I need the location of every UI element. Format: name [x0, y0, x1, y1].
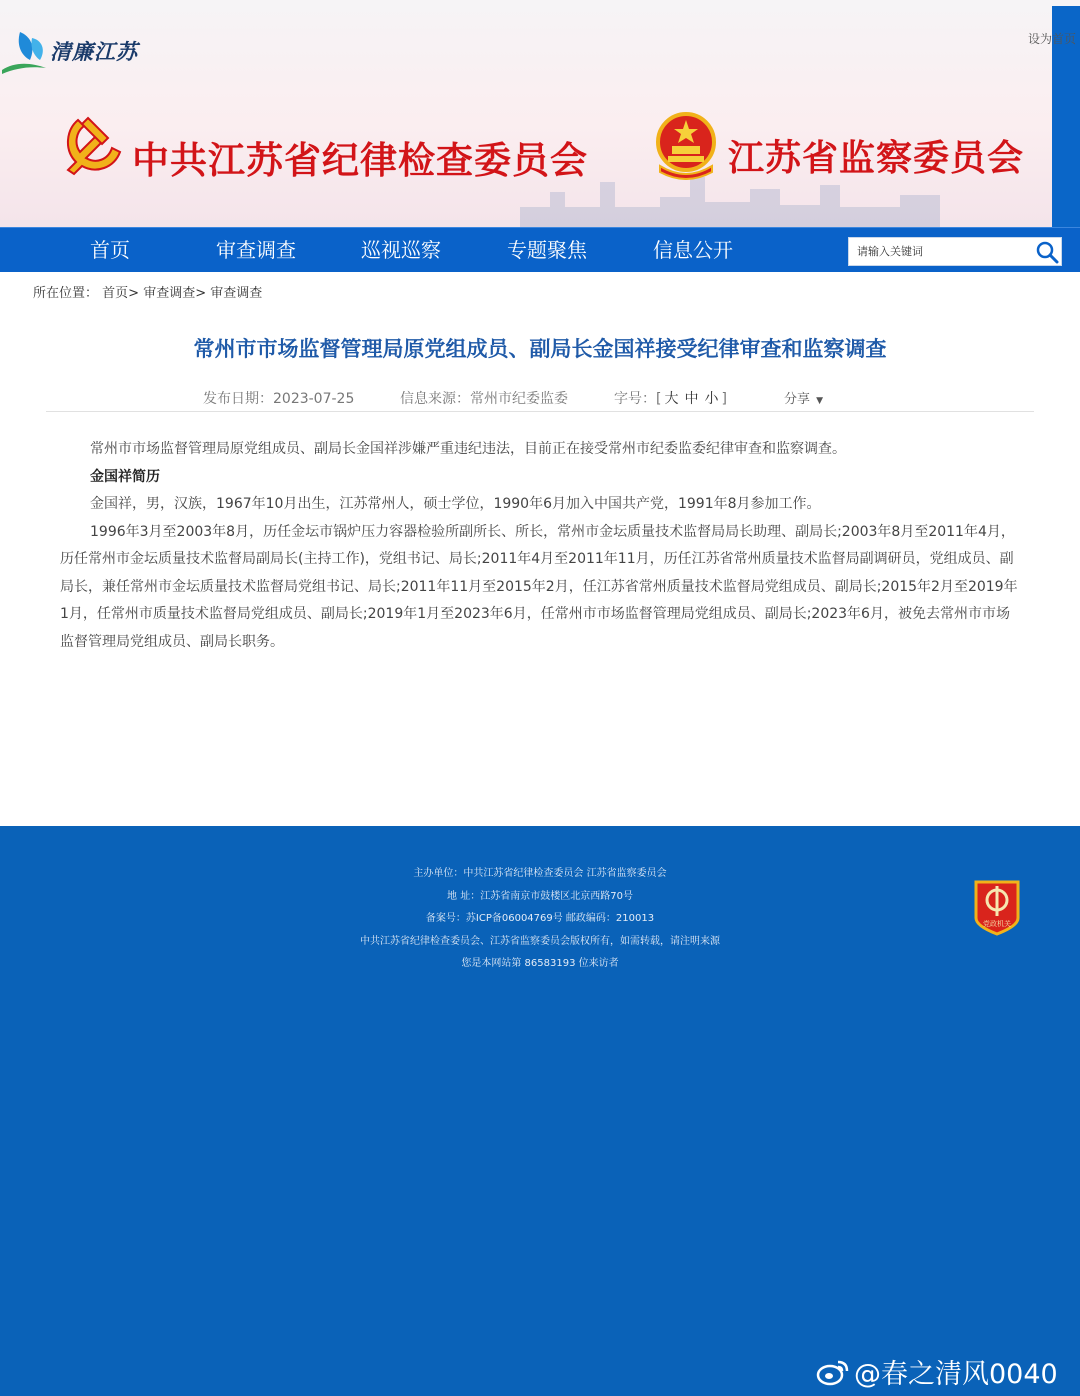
chevron-down-icon: ▼	[816, 396, 824, 406]
font-size-medium[interactable]: 中	[684, 391, 699, 407]
main-nav	[0, 227, 1080, 272]
weibo-watermark	[816, 1352, 1058, 1391]
supervisory-commission-title: 江苏省监察委员会	[728, 137, 1025, 179]
logo-text: 清廉江苏	[50, 39, 138, 64]
info-source	[400, 388, 568, 408]
breadcrumb-prefix: 所在位置：	[33, 286, 99, 301]
nav-item-investigation[interactable]: 审查调查	[216, 238, 296, 262]
publish-date-value: 2023-07-25	[273, 391, 355, 407]
nav-item-inspection[interactable]: 巡视巡察	[361, 238, 441, 262]
logo-leaf-icon	[0, 26, 48, 76]
share-button[interactable]	[784, 388, 823, 407]
article-paragraph: 常州市市场监督管理局原党组成员、副局长金国祥涉嫌严重违纪违法，目前正在接受常州市纪委监委纪律审查和监察调查。	[90, 441, 846, 457]
badge-text: 党政机关	[983, 920, 1011, 928]
footer-icp[interactable]: 备案号：苏ICP备06004769号 邮政编码：210013	[425, 913, 655, 924]
article-paragraph: 1996年3月至2003年8月，历任金坛市锅炉压力容器检验所副所长、所长，常州市金坛质量技术监督局局长助理、副局长;2003年8月至2011年4月，历任常州市金坛质量技术监督局副局长(主持工作)，党组书记、局长;2011年4月至2011年11月，历任江苏省常州质量技术监督局副调研员，党组成员、副局长，兼任常州市金坛质量技术监督局党组书记、局长;2011年11月至2015年2月，任江苏省常州质量技术监督局党组成员、副局长;2015年2月至2019年1月，任常州市质量技术监督局党组成员、副局长;2019年1月至2023年6月，任常州市市场监督管理局党组成员、副局长;2023年6月，被免去常州市市场监督管理局党组成员、副局长职务。	[60, 523, 1018, 650]
breadcrumb	[33, 282, 262, 301]
font-size-large[interactable]: 大	[664, 391, 679, 407]
breadcrumb-separator: >	[128, 286, 140, 301]
party-emblem-icon	[58, 112, 124, 178]
article-paragraph: 金国祥，男，汉族，1967年10月出生，江苏常州人，硕士学位，1990年6月加入中国共产党，1991年8月参加工作。	[90, 496, 821, 512]
weibo-icon	[816, 1358, 850, 1386]
party-committee-title: 中共江苏省纪律检查委员会	[132, 138, 588, 182]
article-title: 常州市市场监督管理局原党组成员、副局长金国祥接受纪律审查和监察调查	[193, 337, 887, 361]
nav-item-topics[interactable]: 专题聚焦	[507, 238, 587, 262]
footer-sponsor: 主办单位：中共江苏省纪律检查委员会 江苏省监察委员会	[413, 868, 667, 879]
search-box	[848, 237, 1062, 266]
info-source-label: 信息来源：	[400, 391, 470, 407]
publish-date-label: 发布日期：	[203, 391, 273, 407]
font-size-small[interactable]: 小	[704, 391, 719, 407]
watermark-text: @春之清风0040	[854, 1359, 1058, 1390]
resume-heading: 金国祥简历	[90, 468, 160, 485]
info-source-value: 常州市纪委监委	[470, 391, 568, 407]
site-footer	[0, 826, 1080, 1396]
site-logo[interactable]	[0, 26, 138, 76]
meta-divider	[46, 411, 1034, 412]
breadcrumb-home[interactable]: 首页	[102, 286, 129, 301]
breadcrumb-separator: >	[195, 286, 207, 301]
article-body	[60, 436, 1020, 656]
search-icon[interactable]	[1035, 240, 1059, 264]
font-size-label: 字号：	[614, 391, 656, 407]
footer-address: 地 址：江苏省南京市鼓楼区北京西路70号	[447, 890, 633, 902]
footer-visitor-count: 您是本网站第 86583193 位来访者	[461, 958, 619, 969]
set-homepage-link[interactable]: 设为首页	[1028, 32, 1077, 46]
font-size-control: 字号：[ 大 中 小 ]	[614, 391, 727, 407]
nav-item-home[interactable]: 首页	[90, 238, 130, 262]
footer-info	[0, 863, 1080, 976]
publish-date	[203, 388, 354, 408]
site-header	[0, 0, 1080, 227]
nav-item-disclosure[interactable]: 信息公开	[653, 238, 733, 262]
national-emblem-icon	[652, 110, 720, 180]
share-label: 分享	[784, 392, 811, 407]
breadcrumb-current[interactable]: 审查调查	[210, 286, 263, 301]
footer-copyright: 中共江苏省纪律检查委员会、江苏省监察委员会版权所有，如需转载，请注明来源	[360, 935, 720, 947]
search-input[interactable]	[849, 238, 1027, 265]
breadcrumb-section[interactable]: 审查调查	[143, 286, 196, 301]
government-agency-badge-icon[interactable]	[972, 878, 1022, 936]
